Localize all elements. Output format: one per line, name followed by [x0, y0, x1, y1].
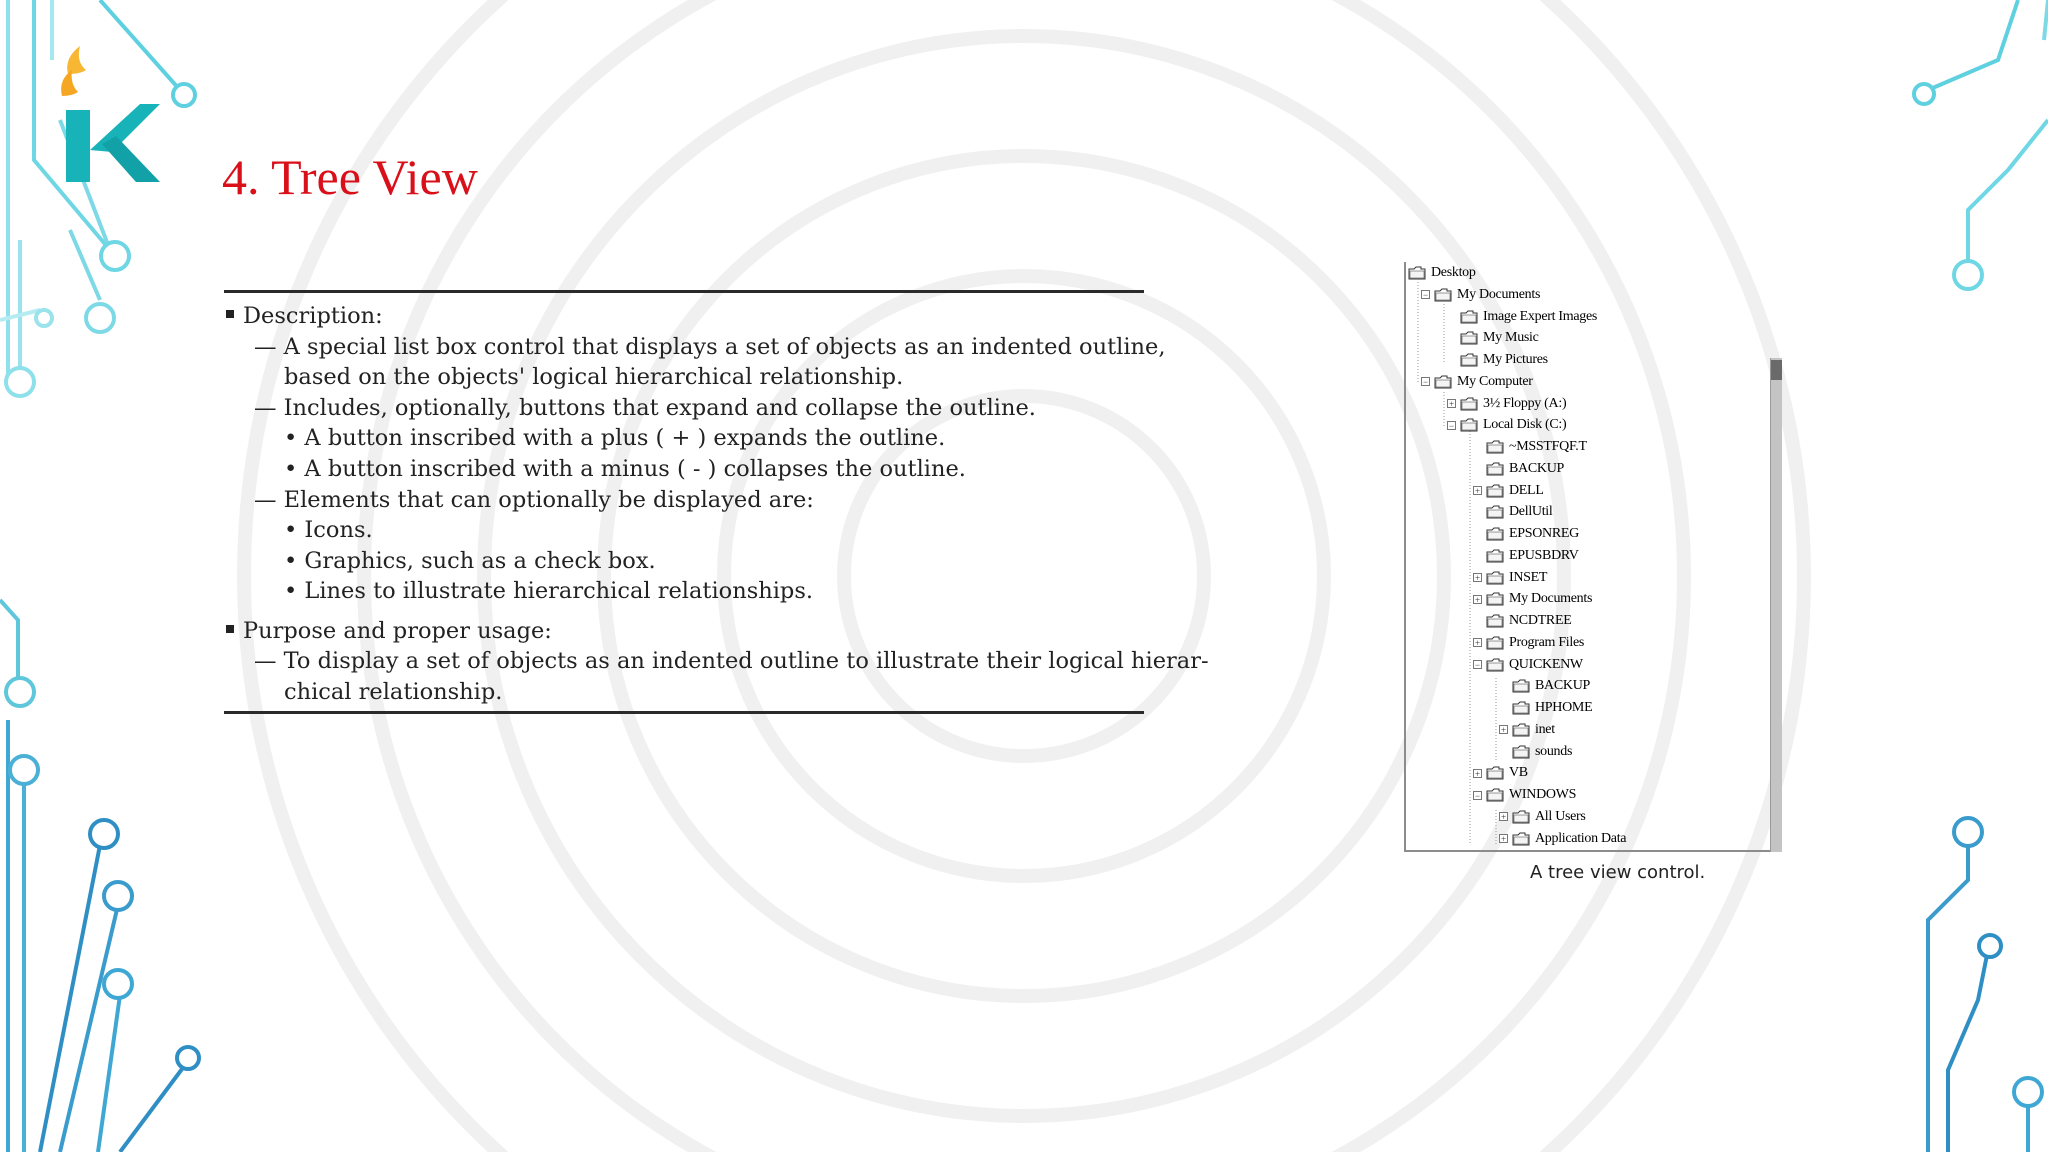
expand-plus-icon[interactable]: + — [1474, 638, 1481, 649]
folder-icon — [1512, 679, 1530, 693]
folder-icon — [1486, 440, 1504, 454]
folder-icon — [1486, 549, 1504, 563]
description-line: • Graphics, such as a check box. — [284, 548, 656, 574]
expand-plus-icon[interactable]: + — [1500, 725, 1507, 736]
tree-node[interactable] — [1499, 720, 1555, 740]
tree-node-label: All Users — [1535, 808, 1586, 824]
folder-icon — [1460, 331, 1478, 345]
expand-plus-icon[interactable]: + — [1474, 573, 1481, 583]
expand-plus-icon[interactable]: + — [1474, 768, 1481, 779]
folder-icon — [1486, 592, 1504, 606]
description-box — [224, 290, 1209, 714]
tree-node-label: EPUSBDRV — [1509, 547, 1579, 563]
tree-node[interactable] — [1499, 829, 1626, 849]
folder-icon — [1486, 462, 1504, 476]
folder-icon — [1486, 614, 1504, 628]
tree-node-label: My Pictures — [1483, 352, 1548, 367]
tree-node-label: BACKUP — [1509, 460, 1564, 476]
collapse-minus-icon[interactable]: − — [1474, 790, 1481, 801]
expand-plus-icon[interactable]: + — [1500, 812, 1507, 823]
tree-node-label: inet — [1535, 721, 1555, 737]
tree-node-label: BACKUP — [1535, 678, 1590, 694]
tree-node[interactable] — [1421, 285, 1540, 305]
tree-node[interactable] — [1460, 350, 1548, 370]
tree-node-label: My Documents — [1509, 591, 1593, 607]
tree-node[interactable] — [1473, 655, 1583, 675]
tree-node[interactable] — [1486, 546, 1579, 566]
tree-node[interactable] — [1421, 372, 1533, 392]
collapse-minus-icon[interactable]: − — [1474, 660, 1481, 670]
tree-node[interactable] — [1408, 263, 1476, 283]
tree-node[interactable] — [1473, 763, 1528, 783]
pictures-folder-icon — [1460, 353, 1478, 367]
folder-icon — [1512, 701, 1530, 715]
square-bullet-icon — [226, 625, 234, 633]
documents-folder-icon — [1434, 288, 1452, 302]
tree-node-label: WINDOWS — [1509, 787, 1577, 802]
tree-node-label: HPHOME — [1535, 700, 1593, 715]
folder-icon — [1486, 658, 1504, 672]
expand-plus-icon[interactable]: + — [1500, 834, 1507, 844]
figure-caption: A tree view control. — [1530, 862, 1706, 883]
tree-node[interactable] — [1460, 307, 1597, 327]
expand-plus-icon[interactable]: + — [1474, 486, 1481, 496]
tree-node[interactable] — [1473, 589, 1592, 609]
description-line: — Includes, optionally, buttons that expand and collapse the outline. — [254, 395, 1036, 421]
tree-node[interactable] — [1499, 807, 1586, 827]
folder-icon — [1486, 766, 1504, 780]
tree-node[interactable] — [1473, 633, 1584, 653]
right-circuit-decoration — [1848, 0, 2048, 1152]
logo-k — [50, 44, 160, 194]
tree-node-label: EPSONREG — [1509, 526, 1579, 541]
description-line: based on the objects' logical hierarchical relationship. — [284, 364, 904, 390]
tree-node-label: QUICKENW — [1509, 656, 1583, 672]
tree-node-label: 3½ Floppy (A:) — [1483, 395, 1567, 411]
slide-title: 4. Tree View — [222, 149, 478, 205]
description-line: • A button inscribed with a minus ( - ) collapses the outline. — [284, 456, 966, 482]
folder-icon — [1512, 832, 1530, 846]
folder-icon — [1486, 505, 1504, 519]
tree-connector-lines — [1404, 262, 1764, 852]
tree-node[interactable] — [1447, 394, 1566, 414]
computer-icon — [1434, 375, 1452, 389]
purpose-line: — To display a set of objects as an indented outline to illustrate their logical hierar- — [254, 648, 1209, 674]
tree-node-label: My Music — [1483, 330, 1539, 346]
folder-icon — [1460, 310, 1478, 324]
tree-node[interactable] — [1486, 437, 1587, 457]
description-line: • Icons. — [284, 517, 373, 543]
tree-node-label: DellUtil — [1509, 504, 1553, 520]
purpose-heading: Purpose and proper usage: — [226, 616, 552, 647]
folder-icon — [1512, 810, 1530, 824]
folder-icon — [1512, 745, 1530, 759]
tree-node[interactable] — [1512, 742, 1572, 762]
folder-icon — [1486, 571, 1504, 585]
collapse-minus-icon[interactable]: − — [1448, 420, 1455, 431]
tree-node-label: VB — [1509, 765, 1528, 781]
tree-scrollbar[interactable] — [1770, 358, 1782, 852]
floppy-drive-icon — [1460, 397, 1478, 411]
tree-node[interactable] — [1486, 502, 1552, 522]
square-bullet-icon — [226, 310, 234, 318]
tree-node-label: INSET — [1509, 569, 1548, 585]
tree-node[interactable] — [1486, 611, 1571, 631]
description-line: — A special list box control that displays a set of objects as an indented outline, — [254, 334, 1166, 360]
collapse-minus-icon[interactable]: − — [1422, 377, 1429, 388]
description-line: • Lines to illustrate hierarchical relationships. — [284, 578, 814, 604]
tree-node-label: sounds — [1535, 743, 1573, 759]
tree-node[interactable] — [1473, 785, 1576, 805]
tree-node[interactable] — [1486, 524, 1579, 544]
scroll-up-arrow-icon[interactable] — [1771, 360, 1782, 380]
tree-node-label: Local Disk (C:) — [1483, 417, 1567, 433]
tree-node-label: ~MSSTFQF.T — [1509, 439, 1587, 454]
desktop-icon — [1408, 266, 1426, 280]
expand-plus-icon[interactable]: + — [1448, 399, 1455, 409]
hard-drive-icon — [1460, 418, 1478, 432]
tree-node-label: Desktop — [1431, 265, 1476, 280]
tree-node-label: Image Expert Images — [1483, 308, 1598, 324]
expand-plus-icon[interactable]: + — [1474, 594, 1481, 605]
tree-node[interactable] — [1473, 568, 1547, 588]
collapse-minus-icon[interactable]: − — [1422, 290, 1429, 301]
folder-icon — [1486, 788, 1504, 802]
purpose-line: chical relationship. — [284, 679, 503, 705]
description-line: • A button inscribed with a plus ( + ) expands the outline. — [284, 425, 946, 451]
tree-node-label: NCDTREE — [1509, 613, 1572, 628]
tree-node[interactable] — [1473, 481, 1544, 501]
tree-node-label: My Computer — [1457, 373, 1533, 389]
tree-node-label: My Documents — [1457, 286, 1541, 302]
tree-node[interactable] — [1512, 676, 1590, 696]
description-heading: Description: — [226, 301, 383, 332]
folder-icon — [1486, 484, 1504, 498]
description-line: — Elements that can optionally be displayed are: — [254, 487, 814, 513]
folder-icon — [1486, 527, 1504, 541]
tree-node[interactable] — [1512, 698, 1592, 718]
folder-icon — [1512, 723, 1530, 737]
tree-node[interactable] — [1486, 459, 1564, 479]
folder-icon — [1486, 636, 1504, 650]
tree-node-label: Application Data — [1535, 830, 1627, 846]
tree-node-label: Program Files — [1509, 634, 1585, 650]
tree-node[interactable] — [1447, 415, 1566, 435]
tree-node-label: DELL — [1509, 482, 1544, 498]
tree-node[interactable] — [1460, 328, 1539, 348]
